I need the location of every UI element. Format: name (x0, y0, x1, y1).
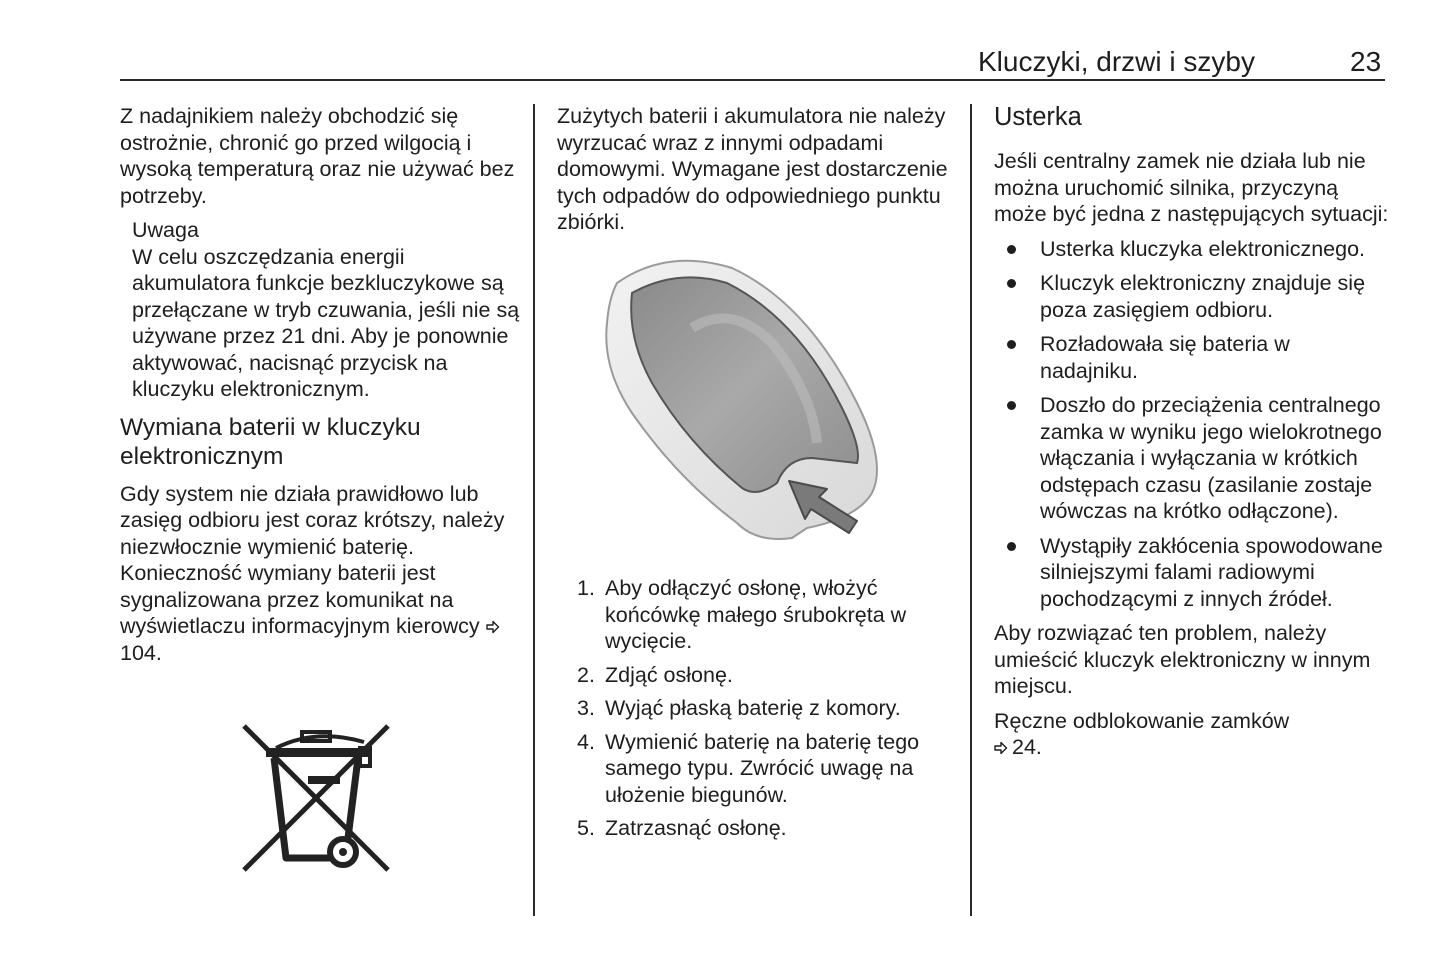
list-item: Rozładowała się bateria w nadajniku. (994, 331, 1389, 384)
steps-list-container (567, 575, 957, 849)
arrow-right-outline-icon (994, 741, 1008, 755)
disposal-paragraph: Zużytych baterii i akumulatora nie należy wyrzucać wraz z innymi odpadami domowymi. Wymagane jest dostarczenie tych odpadów do odpowiedniego punktu zbiórki. (557, 104, 948, 234)
list-item: 4. Wymienić baterię na baterię tego samego typu. Zwrócić uwagę na ułożenie biegunów. (577, 729, 920, 807)
list-item: Doszło do przeciążenia centralnego zamka w wyniku jego wielokrotnego włączania i wyłączania w krótkich odstępach czasu (zasilanie zostaje wówczas na krótko odłączone). (994, 392, 1389, 525)
column-2 (557, 103, 957, 244)
list-item: Usterka kluczyka elektronicznego. (994, 236, 1389, 263)
section-heading-fault: Usterka (994, 103, 1082, 131)
note-text: W celu oszczędzania energii akumulatora funkcje bezkluczykowe są przełączane w tryb czuwania, jeśli nie są używane przez 21 dni. Aby je ponownie aktywować, nacisnąć przycisk na kluczyku elektronicznym. (132, 244, 520, 401)
column-3 (994, 103, 1389, 769)
section-heading: Wymiana baterii w kluczyku elektronicznym (120, 413, 421, 470)
solution-paragraph: Aby rozwiązać ten problem, należy umieścić kluczyk elektroniczny w innym miejscu. (994, 621, 1371, 698)
note-title: Uwaga (132, 218, 199, 242)
column-divider (970, 104, 972, 916)
list-item: 2. Zdjąć osłonę. (577, 662, 733, 687)
list-item: Wystąpiły zakłócenia spowodowane silniejszymi falami radiowymi pochodzącymi z innych źródeł. (994, 533, 1389, 613)
cross-reference[interactable]: 24. (994, 735, 1042, 759)
bullet-icon (994, 331, 1040, 384)
section-title: Kluczyki, drzwi i szyby (978, 46, 1255, 77)
column-divider (533, 104, 535, 916)
header-rule (120, 79, 1385, 81)
arrow-right-outline-icon (486, 620, 500, 634)
list-item: 5. Zatrzasnąć osłonę. (577, 816, 787, 840)
column-1 (120, 103, 520, 674)
crossed-out-wheelie-bin-icon (236, 718, 396, 878)
body-paragraph: Gdy system nie działa prawidłowo lub zasięg odbioru jest coraz krótszy, należy niezwłocznie wymienić baterię. Konieczność wymiany baterii jest sygnalizowana przez komunikat na wyświetlaczu informacyjnym kierowcy 104. (120, 481, 505, 665)
cross-reference[interactable]: 104. (120, 614, 504, 665)
electronic-key-cover-illustration (557, 243, 947, 558)
fault-causes-list (994, 236, 1389, 613)
bullet-icon (994, 236, 1040, 263)
replacement-steps (567, 575, 957, 842)
intro-paragraph: Z nadajnikiem należy obchodzić się ostrożnie, chronić go przed wilgocią i wysoką temperaturą oraz nie używać bez potrzeby. (120, 104, 515, 208)
bullet-icon (994, 533, 1040, 613)
list-item: Kluczyk elektroniczny znajduje się poza zasięgiem odbioru. (994, 270, 1389, 323)
list-item: 3. Wyjąć płaską baterię z komory. (577, 696, 901, 720)
bullet-icon (994, 270, 1040, 323)
bullet-icon (994, 392, 1040, 525)
note-box (132, 217, 520, 403)
fault-intro: Jeśli centralny zamek nie działa lub nie można uruchomić silnika, przyczyną może być jedna z następujących sytuacji: (994, 149, 1389, 226)
list-item: 1. Aby odłączyć osłonę, włożyć końcówkę małego śrubokręta w wycięcie. (577, 576, 907, 653)
page-number: 23 (1350, 46, 1382, 77)
manual-unlock-reference: Ręczne odblokowanie zamków 24. (994, 708, 1290, 759)
